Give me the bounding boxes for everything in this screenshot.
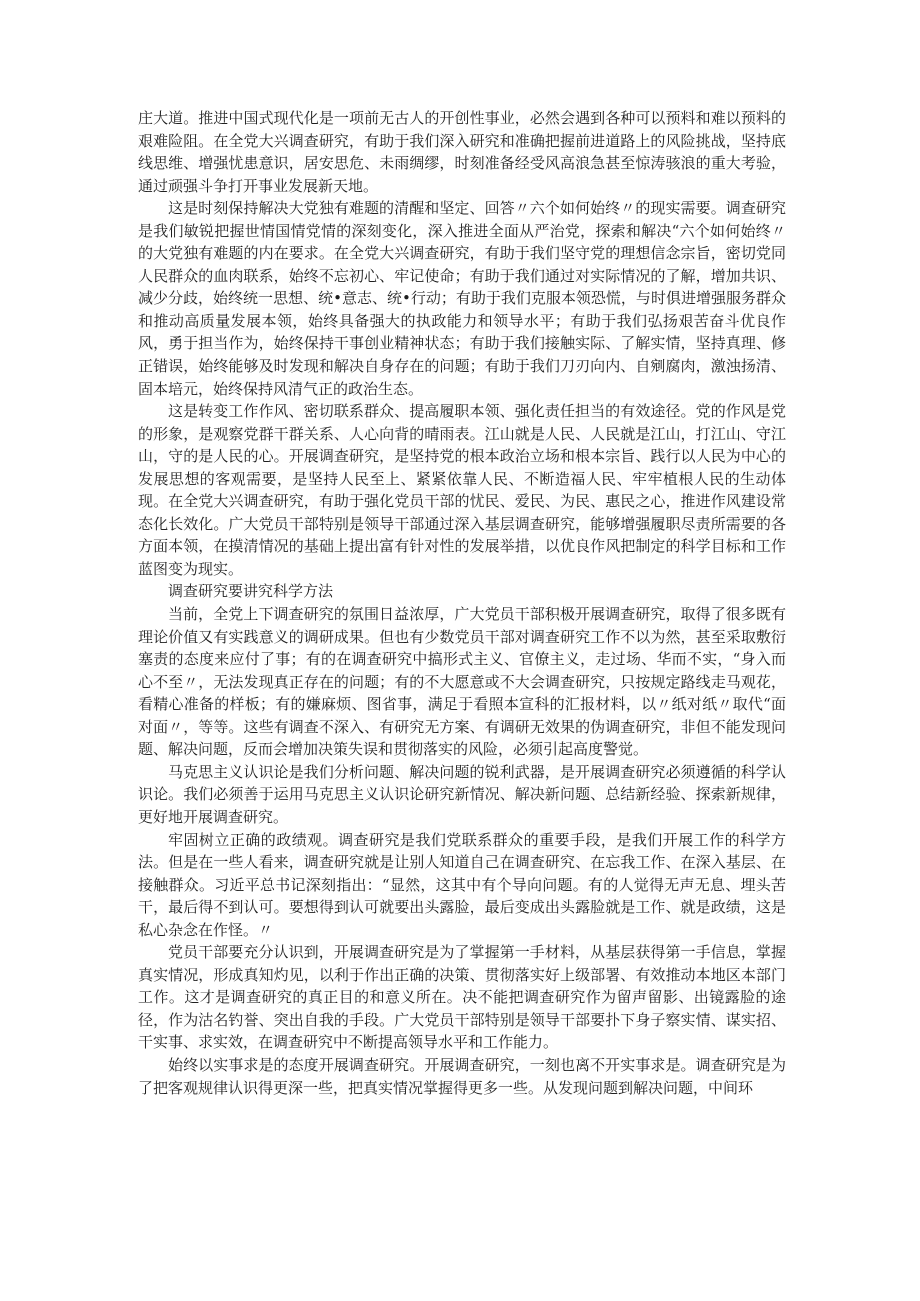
document-page [138,107,786,1099]
body-paragraph-1: 庄大道。推进中国式现代化是一项前无古人的开创性事业，必然会遇到各种可以预料和难以预料的艰难险阻。在全党大兴调查研究，有助于我们深入研究和准确把握前进道路上的风险挑战，坚持底线思维、增强忧患意识，居安思危、未雨绸缪，时刻准备经受风高浪急甚至惊涛骇浪的重大考验，通过顽强斗争打开事业发展新天地。 [138,109,786,195]
body-paragraph-2: 这是时刻保持解决大党独有难题的清醒和坚定、回答〃六个如何始终〃的现实需要。调查研究是我们敏锐把握世情国情党情的深刻变化，深入推进全面从严治党，探索和解决“六个如何始终〃的大党独有难题的内在要求。在全党大兴调查研究，有助于我们坚守党的理想信念宗旨，密切党同人民群众的血肉联系，始终不忘初心、牢记使命；有助于我们通过对实际情况的了解，增加共识、减少分歧，始终统一思想、统•意志、统•行动；有助于我们克服本领恐慌，与时俱进增强服务群众和推动高质量发展本领，始终具备强大的执政能力和领导水平；有助于我们弘扬艰苦奋斗优良作风，勇于担当作为，始终保持干事创业精神状态；有助于我们接触实际、了解实情，坚持真理、修正错误，始终能够及时发现和解决自身存在的问题；有助于我们刀刃向内、自剜腐肉，激浊扬清、固本培元，始终保持风清气正的政治生态。 [138,199,786,398]
section-heading: 调查研究要讲究科学方法 [168,582,334,601]
body-paragraph-5: 当前，全党上下调查研究的氛围日益浓厚，广大党员干部积极开展调查研究，取得了很多既有理论价值又有实践意义的调研成果。但也有少数党员干部对调查研究工作不以为然，甚至采取敷衍塞责的态度来应付了事；有的在调查研究中搞形式主义、官僚主义，走过场、华而不实，“身入而心不至〃，无法发现真正存在的问题；有的不大愿意或不大会调查研究，只按规定路线走马观花，看精心准备的样板；有的嫌麻烦、图省事，满足于看照本宣科的汇报材料，以〃纸对纸〃取代“面对面〃，等等。这些有调查不深入、有研究无方案、有调研无效果的伪调查研究，非但不能发现问题、解决问题，反而会增加决策失误和贯彻落实的风险，必须引起高度警觉。 [138,605,786,759]
body-paragraph-9: 始终以实事求是的态度开展调查研究。开展调查研究，一刻也离不开实事求是。调查研究是为了把客观规律认识得更深一些，把真实情况掌握得更多一些。从发现问题到解决问题，中间环 [138,1055,786,1097]
body-paragraph-8: 党员干部要充分认识到，开展调查研究是为了掌握第一手材料，从基层获得第一手信息，掌握真实情况，形成真知灼见，以利于作出正确的决策、贯彻落实好上级部署、有效推动本地区本部门工作。这才是调查研究的真正目的和意义所在。决不能把调查研究作为留声留影、出镜露脸的途径，作为沽名钓誉、突出自我的手段。广大党员干部特别是领导干部要扑下身子察实情、谋实招、干实事、求实效，在调查研究中不断提高领导水平和工作能力。 [138,943,786,1052]
body-paragraph-7: 牢固树立正确的政绩观。调查研究是我们党联系群众的重要手段，是我们开展工作的科学方法。但是在一些人看来，调查研究就是让别人知道自己在调查研究、在忘我工作、在深入基层、在接触群众。习近平总书记深刻指出：“显然，这其中有个导向问题。有的人觉得无声无息、埋头苦干，最后得不到认可。要想得到认可就要出头露脸，最后变成出头露脸就是工作、就是政绩，这是私心杂念在作怪。〃 [138,830,786,939]
body-paragraph-3: 这是转变工作作风、密切联系群众、提高履职本领、强化责任担当的有效途径。党的作风是党的形象，是观察党群干群关系、人心向背的晴雨表。江山就是人民、人民就是江山，打江山、守江山，守的是人民的心。开展调查研究，是坚持党的根本政治立场和根本宗旨、践行以人民为中心的发展思想的客观需要，是坚持人民至上、紧紧依靠人民、不断造福人民、牢牢植根人民的生动体现。在全党大兴调查研究，有助于强化党员干部的忧民、爱民、为民、惠民之心，推进作风建设常态化长效化。广大党员干部特别是领导干部通过深入基层调查研究，能够增强履职尽责所需要的各方面本领，在摸清情况的基础上提出富有针对性的发展举措，以优良作风把制定的科学目标和工作蓝图变为现实。 [138,402,786,578]
body-paragraph-6: 马克思主义认识论是我们分析问题、解决问题的锐利武器，是开展调查研究必须遵循的科学认识论。我们必须善于运用马克思主义认识论研究新情况、解决新问题、总结新经验、探索新规律，更好地开展调查研究。 [138,762,786,826]
